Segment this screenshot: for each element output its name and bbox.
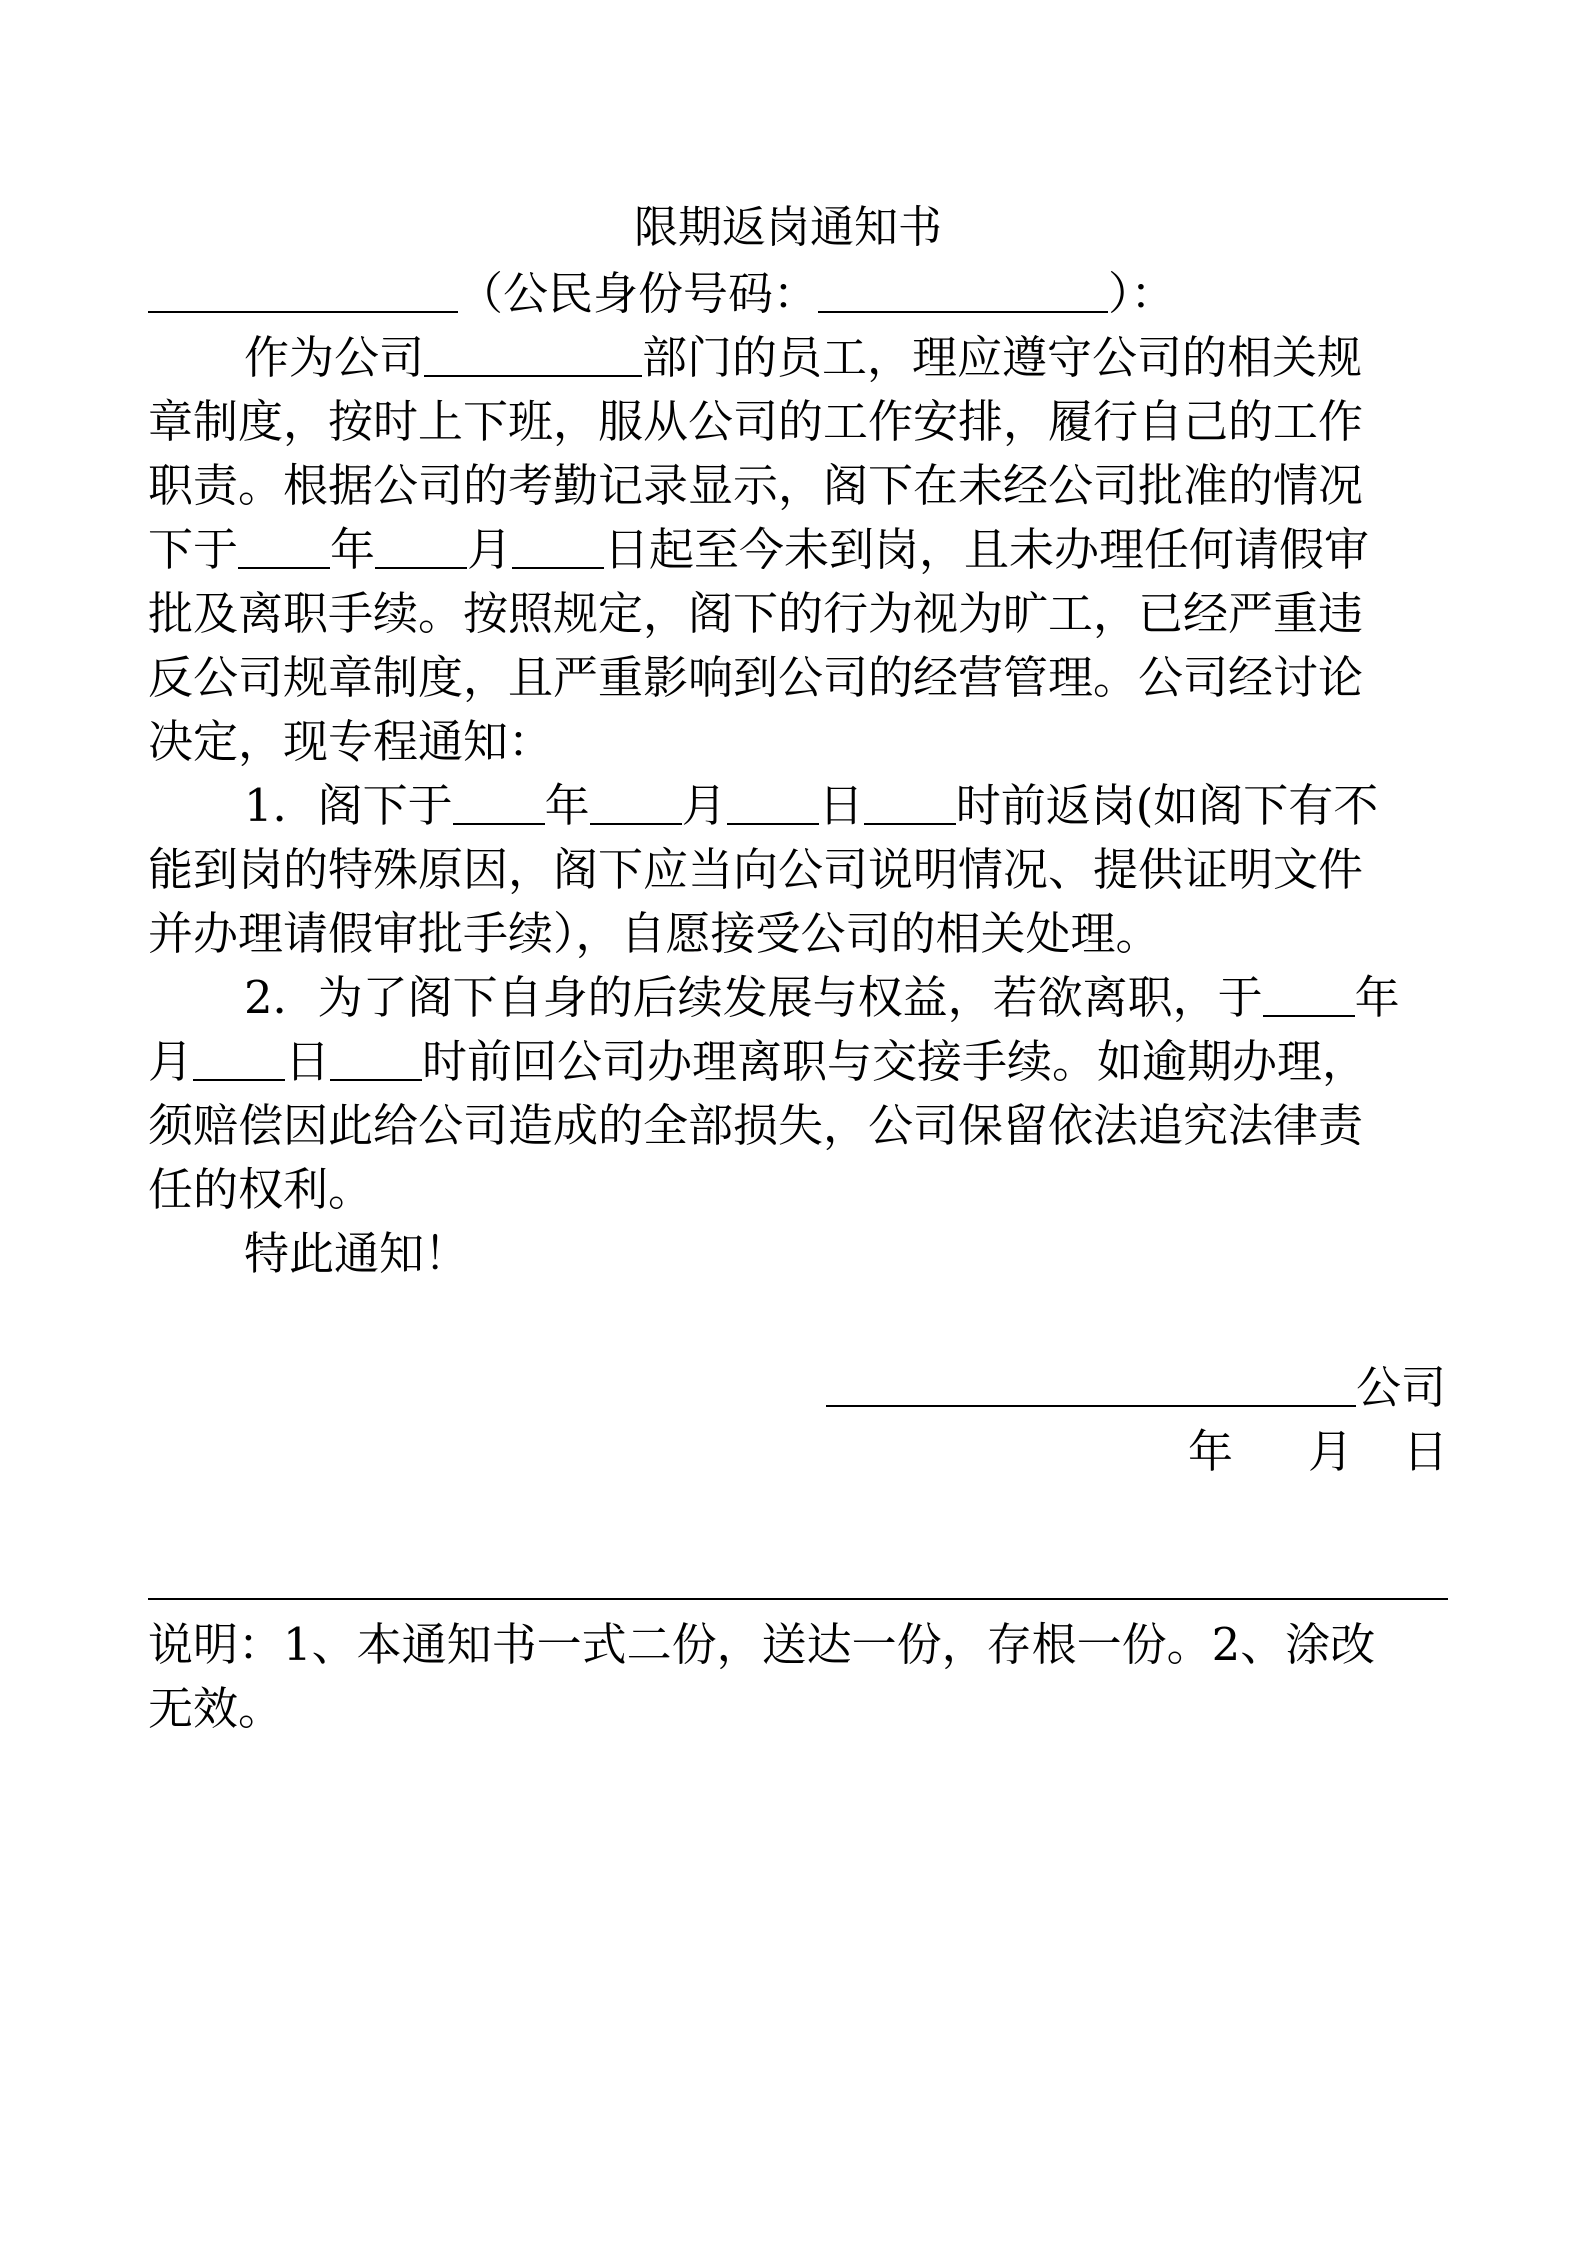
note-line1: 说明：1、本通知书一式二份，送达一份，存根一份。2、涂改 [148,1618,1376,1671]
item2-line1 [244,968,1400,1028]
month-label: 月 [148,1035,194,1088]
para1-line6: 反公司规章制度，且严重影响到公司的经营管理。公司经讨论 [148,651,1364,704]
para1-line1 [244,328,1362,388]
para1-text: 日起至今未到岗，且未办理任何请假审 [604,523,1370,576]
name-blank [148,271,458,313]
return-hour-blank [864,783,956,825]
addressee-line [148,264,1176,324]
day-label: 日 [285,1035,331,1088]
signature-date-day: 日 [1403,1425,1449,1478]
item2-line2 [148,1032,1367,1092]
absent-day-blank [512,527,604,569]
signature-company [826,1358,1446,1418]
para1-text: 作为公司 [244,331,425,384]
para1-text: 下于 [148,523,239,576]
absent-month-blank [375,527,467,569]
para1-line7: 决定，现专程通知： [148,715,554,768]
year-label: 年 [330,523,376,576]
return-year-blank [453,783,545,825]
return-day-blank [727,783,819,825]
page-title: 限期返岗通知书 [634,202,942,253]
resign-hour-blank [330,1039,422,1081]
signature-date-year: 年 [1188,1425,1234,1478]
para1-text: 部门的员工，理应遵守公司的相关规 [642,331,1363,384]
item1-text: 1．阁下于 [244,779,453,832]
company-label: 公司 [1356,1361,1447,1414]
closing-line: 特此通知！ [244,1227,470,1280]
resign-day-blank [193,1039,285,1081]
note-line2: 无效。 [148,1682,284,1735]
month-label: 月 [681,779,727,832]
item1-text: 时前返岗(如阁下有不 [955,779,1379,832]
id-label: （公民身份号码： [458,267,819,320]
item1-line1 [244,776,1378,836]
item2-line4: 任的权利。 [148,1163,374,1216]
absent-year-blank [238,527,330,569]
item1-line2: 能到岗的特殊原因，阁下应当向公司说明情况、提供证明文件 [148,843,1364,896]
year-label: 年 [544,779,590,832]
signature-date-month: 月 [1308,1425,1354,1478]
id-number-blank [818,271,1108,313]
para1-line2: 章制度，按时上下班，服从公司的工作安排，履行自己的工作 [148,395,1364,448]
para1-line3: 职责。根据公司的考勤记录显示，阁下在未经公司批准的情况 [148,459,1364,512]
id-label-close: ）： [1108,267,1176,320]
para1-line4 [148,520,1369,580]
item2-text: 时前回公司办理离职与交接手续。如逾期办理， [422,1035,1368,1088]
department-blank [424,335,642,377]
item2-line3: 须赔偿因此给公司造成的全部损失，公司保留依法追究法律责 [148,1099,1364,1152]
month-label: 月 [467,523,513,576]
year-label: 年 [1354,971,1400,1024]
item2-text: 2．为了阁下自身的后续发展与权益，若欲离职，于 [244,971,1263,1024]
para1-line5: 批及离职手续。按照规定，阁下的行为视为旷工，已经严重违 [148,587,1364,640]
return-month-blank [590,783,682,825]
note-divider [148,1598,1448,1600]
day-label: 日 [818,779,864,832]
resign-year-blank [1263,975,1355,1017]
item1-line3: 并办理请假审批手续），自愿接受公司的相关处理。 [148,907,1161,960]
company-name-blank [826,1365,1356,1407]
